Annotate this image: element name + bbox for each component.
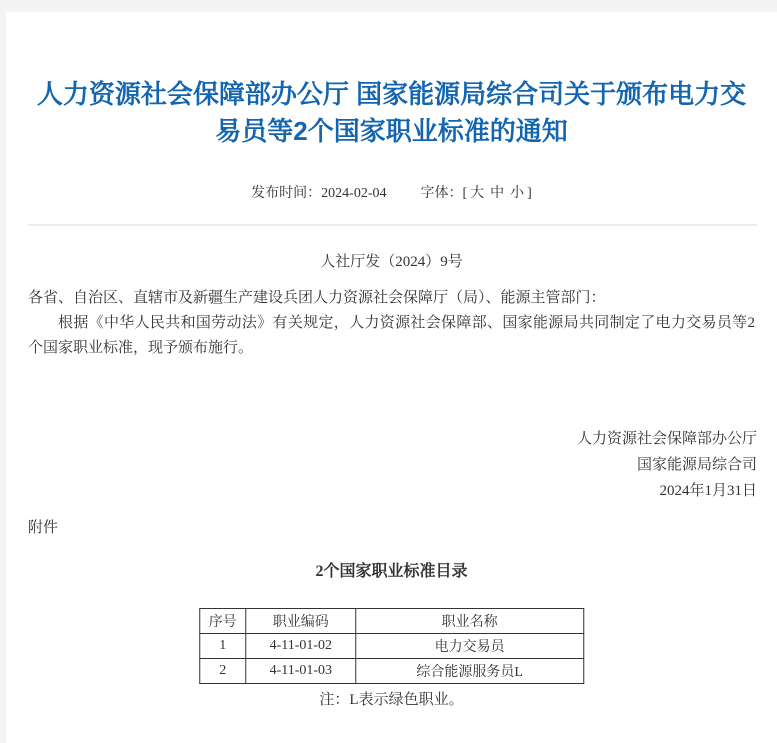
cell-occupation-code: 4-11-01-03 [246,659,355,684]
font-size-large-link[interactable]: 大 [470,186,485,201]
page-title: 人力资源社会保障部办公厅 国家能源局综合司关于颁布电力交易员等2个国家职业标准的通知 [36,79,747,146]
meta-line [6,182,777,202]
font-size-label: 字体： [420,186,463,201]
signature-block [28,426,757,504]
notice-body [28,286,755,361]
font-bracket-close: ] [527,186,532,201]
publish-date: 2024-02-04 [321,186,387,201]
table-title: 2个国家职业标准目录 [315,563,468,580]
content-panel [6,12,777,743]
table-row [199,659,584,684]
salutation-paragraph: 各省、自治区、直辖市及新疆生产建设兵团人力资源社会保障厅（局）、能源主管部门： [28,290,606,306]
cell-serial-number: 2 [199,659,246,684]
horizontal-divider [28,224,757,226]
font-size-medium-link[interactable]: 中 [490,186,505,201]
font-bracket-open: [ [462,186,468,201]
header-serial-number: 序号 [199,609,246,634]
font-size-small-link[interactable]: 小 [510,186,525,201]
signature-org1: 人力资源社会保障部办公厅 [576,431,757,447]
publish-time-label: 发布时间： [251,186,322,201]
signature-org2: 国家能源局综合司 [636,457,757,473]
cell-serial-number: 1 [199,634,246,659]
table-header-row [199,609,584,634]
attachment-label: 附件 [28,520,59,536]
table-note: 注：L表示绿色职业。 [319,692,464,708]
signature-date: 2024年1月31日 [659,483,757,499]
standards-table [199,608,585,684]
cell-occupation-name: 综合能源服务员L [355,659,583,684]
header-occupation-name: 职业名称 [355,609,583,634]
body-paragraph: 根据《中华人民共和国劳动法》有关规定，人力资源社会保障部、国家能源局共同制定了电力交易员等2个国家职业标准，现予颁布施行。 [28,315,755,356]
cell-occupation-code: 4-11-01-02 [246,634,355,659]
table-row [199,634,584,659]
document-number: 人社厅发（2024）9号 [320,254,463,270]
header-occupation-code: 职业编码 [246,609,355,634]
cell-occupation-name: 电力交易员 [355,634,583,659]
